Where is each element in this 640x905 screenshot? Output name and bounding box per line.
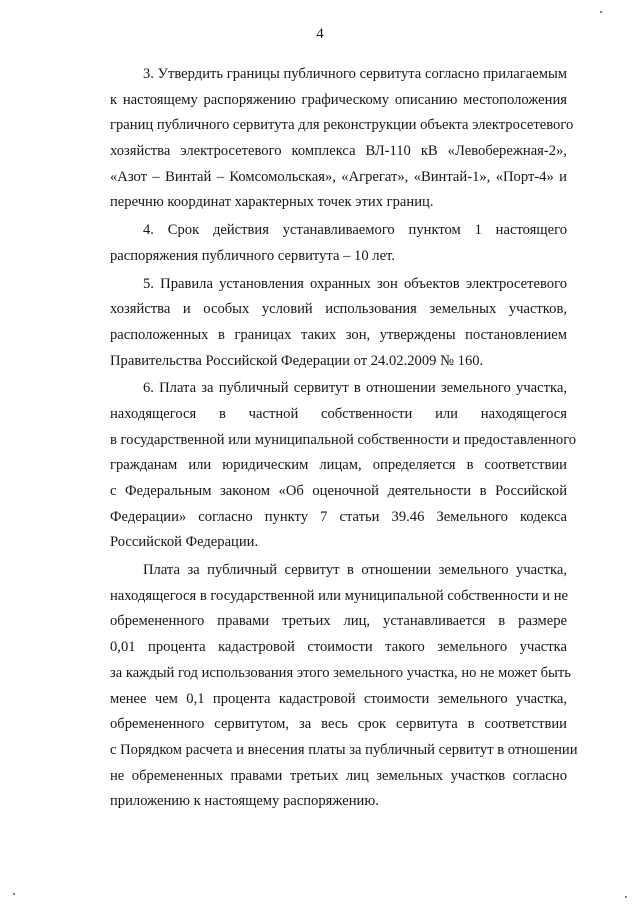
- text-line: за каждый год использования этого земельного участка, но не может быть: [110, 664, 571, 681]
- text-line: находящегося в частной собственности или находящегося: [110, 405, 567, 422]
- text-line: расположенных в границах таких зон, утверждены постановлением: [110, 326, 567, 343]
- scan-speck: [600, 11, 602, 13]
- text-line: к настоящему распоряжению графическому описанию местоположения: [110, 91, 567, 108]
- text-line: Российской Федерации.: [110, 534, 259, 551]
- paragraph-6-fee: [77, 376, 577, 556]
- text-line: Плата за публичный сервитут в отношении земельного участка,: [143, 562, 567, 579]
- text-line: хозяйства электросетевого комплекса ВЛ-110 кВ «Левобережная-2»,: [110, 143, 567, 160]
- text-line: 4. Срок действия устанавливаемого пунктом 1 настоящего: [143, 222, 567, 239]
- text-line: распоряжения публичного сервитута – 10 лет.: [110, 247, 395, 264]
- text-line: перечню координат характерных точек этих границ.: [110, 194, 434, 211]
- text-line: находящегося в государственной или муниципальной собственности и не: [110, 587, 568, 604]
- text-line: не обремененных правами третьих лиц земельных участков согласно: [110, 767, 567, 784]
- text-line: Федерации» согласно пункту 7 статьи 39.46 Земельного кодекса: [110, 508, 567, 525]
- text-line: 5. Правила установления охранных зон объектов электросетевого: [143, 275, 567, 292]
- scan-speck: [13, 893, 15, 895]
- text-line: 3. Утвердить границы публичного сервитута согласно прилагаемым: [143, 66, 567, 82]
- text-line: с Порядком расчета и внесения платы за публичный сервитут в отношении: [110, 741, 578, 758]
- paragraph-3-boundaries: [77, 62, 574, 216]
- text-line: хозяйства и особых условий использования земельных участков,: [110, 301, 567, 318]
- page-number: 4: [316, 26, 324, 42]
- text-line: 0,01 процента кадастровой стоимости такого земельного участка: [110, 639, 567, 656]
- text-line: в государственной или муниципальной собственности и предоставленного: [110, 431, 577, 448]
- text-line: гражданам или юридическим лицам, определяется в соответствии: [110, 457, 567, 474]
- scan-speck: [625, 896, 627, 898]
- text-line: «Азот – Винтай – Комсомольская», «Агрегат», «Винтай-1», «Порт-4» и: [110, 168, 567, 185]
- text-line: обремененного сервитутом, за весь срок сервитута в соответствии: [110, 716, 567, 733]
- paragraph-fee-state-land: [77, 558, 578, 815]
- paragraph-4-term: [77, 218, 567, 269]
- document-body: [77, 62, 578, 817]
- text-line: 6. Плата за публичный сервитут в отношении земельного участка,: [143, 380, 567, 397]
- text-line: обремененного правами третьих лиц, устанавливается в размере: [110, 613, 567, 630]
- text-line: с Федеральным законом «Об оценочной деятельности в Российской: [110, 483, 567, 499]
- text-line: Правительства Российской Федерации от 24.02.2009 № 160.: [110, 352, 484, 369]
- paragraph-5-protection-zones: [77, 272, 567, 375]
- text-line: менее чем 0,1 процента кадастровой стоимости земельного участка,: [110, 690, 567, 707]
- text-line: границ публичного сервитута для реконструкции объекта электросетевого: [110, 117, 574, 134]
- text-line: приложению к настоящему распоряжению.: [110, 793, 379, 810]
